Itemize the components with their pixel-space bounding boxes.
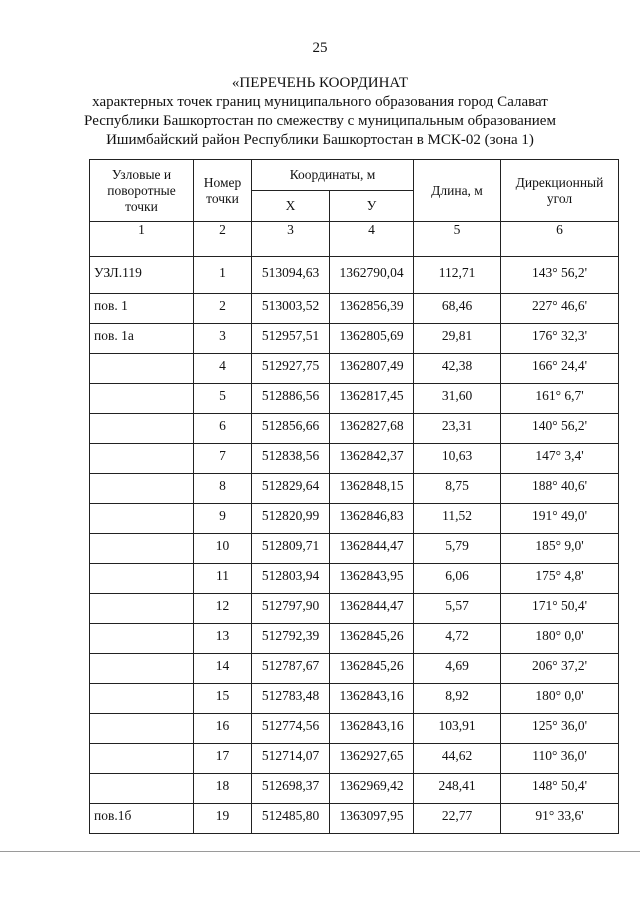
node-point-cell bbox=[90, 744, 194, 774]
length-cell: 4,69 bbox=[414, 654, 501, 684]
length-cell: 5,57 bbox=[414, 594, 501, 624]
point-number-cell: 19 bbox=[194, 804, 252, 834]
column-number: 5 bbox=[414, 222, 501, 257]
length-cell: 29,81 bbox=[414, 324, 501, 354]
direction-angle-cell: 175° 4,8' bbox=[501, 564, 619, 594]
point-number-cell: 11 bbox=[194, 564, 252, 594]
x-coordinate-cell: 512787,67 bbox=[252, 654, 330, 684]
table-row bbox=[90, 414, 619, 444]
y-coordinate-cell: 1362843,16 bbox=[330, 714, 414, 744]
direction-angle-cell: 140° 56,2' bbox=[501, 414, 619, 444]
point-number-cell: 3 bbox=[194, 324, 252, 354]
direction-angle-cell: 227° 46,6' bbox=[501, 294, 619, 324]
node-point-cell bbox=[90, 444, 194, 474]
header-y: У bbox=[330, 191, 414, 222]
table-row bbox=[90, 504, 619, 534]
point-number-cell: 5 bbox=[194, 384, 252, 414]
length-cell: 103,91 bbox=[414, 714, 501, 744]
y-coordinate-cell: 1362856,39 bbox=[330, 294, 414, 324]
node-point-cell: пов. 1 bbox=[90, 294, 194, 324]
x-coordinate-cell: 512792,39 bbox=[252, 624, 330, 654]
node-point-cell bbox=[90, 594, 194, 624]
table-row bbox=[90, 774, 619, 804]
node-point-cell bbox=[90, 534, 194, 564]
table-row bbox=[90, 654, 619, 684]
header-length: Длина, м bbox=[414, 160, 501, 222]
table-row bbox=[90, 257, 619, 294]
direction-angle-cell: 91° 33,6' bbox=[501, 804, 619, 834]
y-coordinate-cell: 1362807,49 bbox=[330, 354, 414, 384]
table-row bbox=[90, 624, 619, 654]
y-coordinate-cell: 1362969,42 bbox=[330, 774, 414, 804]
table-row bbox=[90, 294, 619, 324]
length-cell: 10,63 bbox=[414, 444, 501, 474]
node-point-cell bbox=[90, 564, 194, 594]
direction-angle-cell: 143° 56,2' bbox=[501, 257, 619, 294]
node-point-cell bbox=[90, 384, 194, 414]
x-coordinate-cell: 512927,75 bbox=[252, 354, 330, 384]
node-point-cell bbox=[90, 654, 194, 684]
length-cell: 8,75 bbox=[414, 474, 501, 504]
y-coordinate-cell: 1362844,47 bbox=[330, 594, 414, 624]
x-coordinate-cell: 512797,90 bbox=[252, 594, 330, 624]
direction-angle-cell: 125° 36,0' bbox=[501, 714, 619, 744]
header-direction-angle: Дирекционный угол bbox=[501, 160, 619, 222]
table-row bbox=[90, 594, 619, 624]
y-coordinate-cell: 1362845,26 bbox=[330, 654, 414, 684]
y-coordinate-cell: 1362790,04 bbox=[330, 257, 414, 294]
length-cell: 6,06 bbox=[414, 564, 501, 594]
table-row bbox=[90, 534, 619, 564]
x-coordinate-cell: 512820,99 bbox=[252, 504, 330, 534]
point-number-cell: 16 bbox=[194, 714, 252, 744]
title-line-2: характерных точек границ муниципального образования город Салават bbox=[92, 94, 548, 110]
coordinates-table bbox=[89, 159, 619, 834]
x-coordinate-cell: 512783,48 bbox=[252, 684, 330, 714]
y-coordinate-cell: 1362805,69 bbox=[330, 324, 414, 354]
title-line-1: «ПЕРЕЧЕНЬ КООРДИНАТ bbox=[231, 75, 409, 91]
direction-angle-cell: 180° 0,0' bbox=[501, 624, 619, 654]
x-coordinate-cell: 512803,94 bbox=[252, 564, 330, 594]
length-cell: 22,77 bbox=[414, 804, 501, 834]
document-title bbox=[0, 74, 640, 150]
table-row bbox=[90, 384, 619, 414]
x-coordinate-cell: 513094,63 bbox=[252, 257, 330, 294]
y-coordinate-cell: 1362842,37 bbox=[330, 444, 414, 474]
table-row bbox=[90, 354, 619, 384]
point-number-cell: 13 bbox=[194, 624, 252, 654]
x-coordinate-cell: 512856,66 bbox=[252, 414, 330, 444]
y-coordinate-cell: 1362845,26 bbox=[330, 624, 414, 654]
table-row bbox=[90, 744, 619, 774]
point-number-cell: 17 bbox=[194, 744, 252, 774]
y-coordinate-cell: 1362817,45 bbox=[330, 384, 414, 414]
x-coordinate-cell: 512485,80 bbox=[252, 804, 330, 834]
direction-angle-cell: 180° 0,0' bbox=[501, 684, 619, 714]
length-cell: 112,71 bbox=[414, 257, 501, 294]
x-coordinate-cell: 512774,56 bbox=[252, 714, 330, 744]
point-number-cell: 10 bbox=[194, 534, 252, 564]
table-row bbox=[90, 684, 619, 714]
direction-angle-cell: 148° 50,4' bbox=[501, 774, 619, 804]
y-coordinate-cell: 1362844,47 bbox=[330, 534, 414, 564]
direction-angle-cell: 176° 32,3' bbox=[501, 324, 619, 354]
node-point-cell bbox=[90, 714, 194, 744]
x-coordinate-cell: 512838,56 bbox=[252, 444, 330, 474]
direction-angle-cell: 191° 49,0' bbox=[501, 504, 619, 534]
table-row bbox=[90, 474, 619, 504]
x-coordinate-cell: 512829,64 bbox=[252, 474, 330, 504]
y-coordinate-cell: 1362927,65 bbox=[330, 744, 414, 774]
point-number-cell: 14 bbox=[194, 654, 252, 684]
direction-angle-cell: 161° 6,7' bbox=[501, 384, 619, 414]
point-number-cell: 8 bbox=[194, 474, 252, 504]
table-row bbox=[90, 444, 619, 474]
table-row bbox=[90, 804, 619, 834]
x-coordinate-cell: 512957,51 bbox=[252, 324, 330, 354]
point-number-cell: 6 bbox=[194, 414, 252, 444]
header-point-number: Номер точки bbox=[194, 160, 252, 222]
point-number-cell: 18 bbox=[194, 774, 252, 804]
y-coordinate-cell: 1362843,95 bbox=[330, 564, 414, 594]
length-cell: 23,31 bbox=[414, 414, 501, 444]
title-line-4: Ишимбайский район Республики Башкортостан в МСК-02 (зона 1) bbox=[106, 132, 534, 148]
y-coordinate-cell: 1362846,83 bbox=[330, 504, 414, 534]
x-coordinate-cell: 512698,37 bbox=[252, 774, 330, 804]
header-coordinates: Координаты, м bbox=[252, 160, 414, 191]
length-cell: 248,41 bbox=[414, 774, 501, 804]
node-point-cell bbox=[90, 504, 194, 534]
length-cell: 31,60 bbox=[414, 384, 501, 414]
footer-divider bbox=[0, 851, 640, 852]
direction-angle-cell: 206° 37,2' bbox=[501, 654, 619, 684]
header-x: Х bbox=[252, 191, 330, 222]
direction-angle-cell: 166° 24,4' bbox=[501, 354, 619, 384]
y-coordinate-cell: 1363097,95 bbox=[330, 804, 414, 834]
table-row bbox=[90, 324, 619, 354]
node-point-cell bbox=[90, 774, 194, 804]
x-coordinate-cell: 513003,52 bbox=[252, 294, 330, 324]
x-coordinate-cell: 512886,56 bbox=[252, 384, 330, 414]
header-node-points: Узловые и поворотные точки bbox=[90, 160, 194, 222]
direction-angle-cell: 110° 36,0' bbox=[501, 744, 619, 774]
point-number-cell: 4 bbox=[194, 354, 252, 384]
column-number: 3 bbox=[252, 222, 330, 257]
node-point-cell: пов.1б bbox=[90, 804, 194, 834]
length-cell: 44,62 bbox=[414, 744, 501, 774]
x-coordinate-cell: 512714,07 bbox=[252, 744, 330, 774]
column-number: 2 bbox=[194, 222, 252, 257]
length-cell: 4,72 bbox=[414, 624, 501, 654]
length-cell: 11,52 bbox=[414, 504, 501, 534]
column-number: 6 bbox=[501, 222, 619, 257]
point-number-cell: 12 bbox=[194, 594, 252, 624]
node-point-cell bbox=[90, 624, 194, 654]
page-number: 25 bbox=[312, 40, 328, 56]
direction-angle-cell: 188° 40,6' bbox=[501, 474, 619, 504]
table-row bbox=[90, 714, 619, 744]
point-number-cell: 2 bbox=[194, 294, 252, 324]
table-row bbox=[90, 564, 619, 594]
length-cell: 8,92 bbox=[414, 684, 501, 714]
point-number-cell: 1 bbox=[194, 257, 252, 294]
node-point-cell bbox=[90, 684, 194, 714]
column-number: 1 bbox=[90, 222, 194, 257]
point-number-cell: 7 bbox=[194, 444, 252, 474]
point-number-cell: 9 bbox=[194, 504, 252, 534]
length-cell: 42,38 bbox=[414, 354, 501, 384]
y-coordinate-cell: 1362843,16 bbox=[330, 684, 414, 714]
direction-angle-cell: 185° 9,0' bbox=[501, 534, 619, 564]
y-coordinate-cell: 1362827,68 bbox=[330, 414, 414, 444]
x-coordinate-cell: 512809,71 bbox=[252, 534, 330, 564]
column-number: 4 bbox=[330, 222, 414, 257]
title-line-3: Республики Башкортостан по смежеству с муниципальным образованием bbox=[84, 113, 556, 129]
direction-angle-cell: 171° 50,4' bbox=[501, 594, 619, 624]
y-coordinate-cell: 1362848,15 bbox=[330, 474, 414, 504]
length-cell: 68,46 bbox=[414, 294, 501, 324]
node-point-cell bbox=[90, 474, 194, 504]
point-number-cell: 15 bbox=[194, 684, 252, 714]
node-point-cell: пов. 1а bbox=[90, 324, 194, 354]
length-cell: 5,79 bbox=[414, 534, 501, 564]
node-point-cell bbox=[90, 354, 194, 384]
node-point-cell: УЗЛ.119 bbox=[90, 257, 194, 294]
direction-angle-cell: 147° 3,4' bbox=[501, 444, 619, 474]
node-point-cell bbox=[90, 414, 194, 444]
